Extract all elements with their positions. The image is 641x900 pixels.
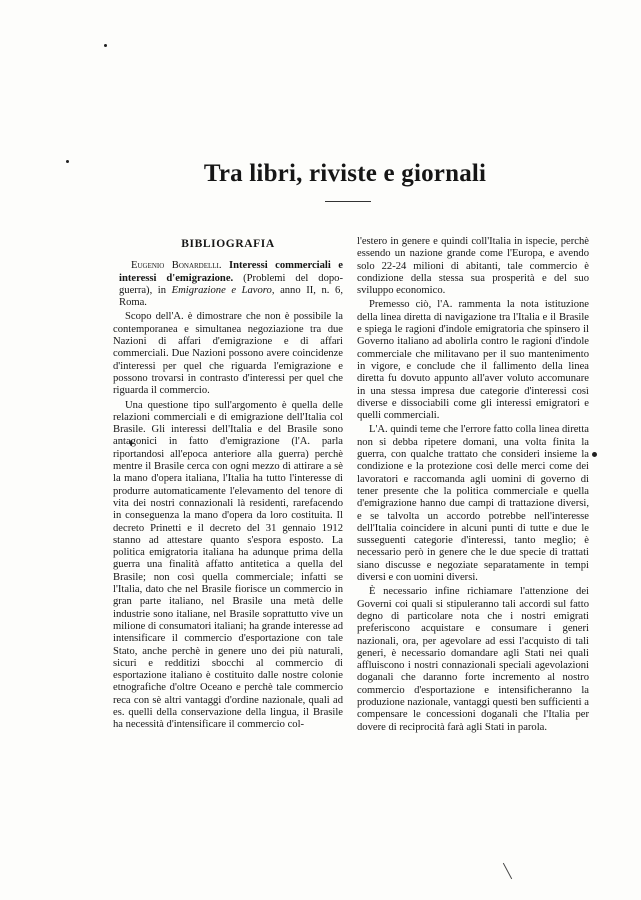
- entry-issue: anno II, n. 6, Roma.: [119, 284, 343, 309]
- left-column: [113, 236, 343, 734]
- paragraph: Scopo dell'A. è dimostrare che non è possibile la contemporanea e simultanea negoziazione tra due Nazioni di affari d'emigrazione e di affari commerciali. Due Nazioni possono avere coincidenze d'interessi per quel che riguarda l'emigrazione e possono trovarsi in contrasto d'interessi per quel che riguarda il commercio.: [113, 311, 343, 397]
- entry-work-title: Interessi commerciali e interessi d'emigrazione.: [119, 260, 343, 284]
- paragraph: Una questione tipo sull'argomento è quella delle relazioni commerciali e di emigrazione dell'Italia col Brasile. Gli interessi dell'Italia e del Brasile sono antagonici in fatto d'emigrazione (l'A. parla riportandosi all'epoca anteriore alla guerra) perchè mentre il Brasile cerca con ogni mezzo di attirare a sè la mano d'opera italiana, l'Italia ha tutto l'interesse di produrre automaticamente l'elevamento del tenore di vita dei nostri connazionali là residenti, rarefacendo in conseguenza la mano d'opera da loro costituita. Il decreto Prinetti e il decreto del 31 gennaio 1912 stanno ad attestare quanto s'espora esposto. La politica emigratoria italiana ha adunque prima della guerra una finalità affatto antitetica a quella del Brasile; non così quella commerciale; infatti se l'Italia, dato che nel Brasile fiorisce un commercio in gran parte italiano, nel Brasile una metà delle industrie sono italiane, nel Brasile soprattutto vive un milione di consumatori italiani; ha grande interesse ad intensificare il commercio d'esportazione con tale Stato, anche perchè in genere uno dei più naturali, sicuri e redditizi sbocchi al commercio di esportazione italiano è costituito dalle nostre colonie etnografiche d'oltre Oceano e perchè tale commercio reca con sè altri vantaggi d'ordine nazionale, quali ad es. quelli della conservazione della lingua, il Brasile ha necessità d'intensificare il commercio col-: [113, 399, 343, 731]
- paragraph: È necessario infine richiamare l'attenzione dei Governi coi quali si stipuleranno tali accordi sul fatto degno di particolare nota che i nostri emigrati preferiscono acquistare e consumare i generi nazionali, ora, per agevolare ad essi l'acquisto di tali generi, è necessario domandare agli Stati nei quali affluiscono i nostri connazionali speciali agevolazioni doganali che daranno forte incremento al nostro commercio d'esportazione e intensificheranno la produzione nazionale, vantaggi questi ben sufficienti a compensare le concessioni doganali che l'Italia per dovere di reciprocità farà agli Stati in parola.: [357, 586, 589, 733]
- bibliography-entry: [113, 260, 343, 309]
- section-heading: BIBLIOGRAFIA: [181, 238, 275, 250]
- entry-source: (Problemi del dopo-guerra), in: [119, 272, 344, 296]
- paragraph: L'A. quindi teme che l'errore fatto colla linea diretta non si debba ripetere domani, una volta finita la guerra, con qualche trattato che consideri insieme la condizione e la protezione così delle merci come dei lavoratori e raccomanda agli uomini di governo di tener presente che la politica commerciale e quella d'emigrazione hanno due campi di trattazione diversi, e se talvolta un accordo potrebbe nell'interesse dell'Italia coincidere in alcuni punti di tutte e due le susseguenti categorie d'interessi, tanto meglio; è necessario però in genere che le due specie di trattati siano discusse e negoziate separatamente in tempi diversi e con uomini diversi.: [357, 424, 590, 584]
- entry-author: Eugenio Bonardelli.: [131, 260, 222, 272]
- paragraph: Premesso ciò, l'A. rammenta la nota istituzione della linea diretta di navigazione tra l'Italia e il Brasile e spiega le ragioni d'indole emigratoria che spinsero il Governo italiano ad abolirla contro le ragioni d'indole commerciale che militavano per il suo mantenimento in vigore, e conclude che il fallimento della linea diretta fu dovuto appunto all'aver voluto accomunare in una stessa impresa due categorie d'interessi così diverse e dissociabili come gli interessi emigratori e quelli commerciali.: [357, 299, 589, 422]
- paragraph: l'estero in genere e quindi coll'Italia in ispecie, perchè essendo un nazione grande come l'Europa, e avendo solo 22-24 milioni di abitanti, tale commercio è condizione della stessa sua prosperità e del suo sviluppo economico.: [357, 236, 589, 297]
- title-rule: [325, 201, 371, 202]
- right-column: [357, 236, 589, 736]
- scan-speck: [66, 160, 69, 163]
- scan-speck: [592, 452, 597, 457]
- scan-mark: [503, 863, 512, 879]
- entry-journal: Emigrazione e Lavoro,: [171, 284, 275, 296]
- page-title: Tra libri, riviste e giornali: [203, 160, 487, 187]
- scan-speck: [104, 44, 107, 47]
